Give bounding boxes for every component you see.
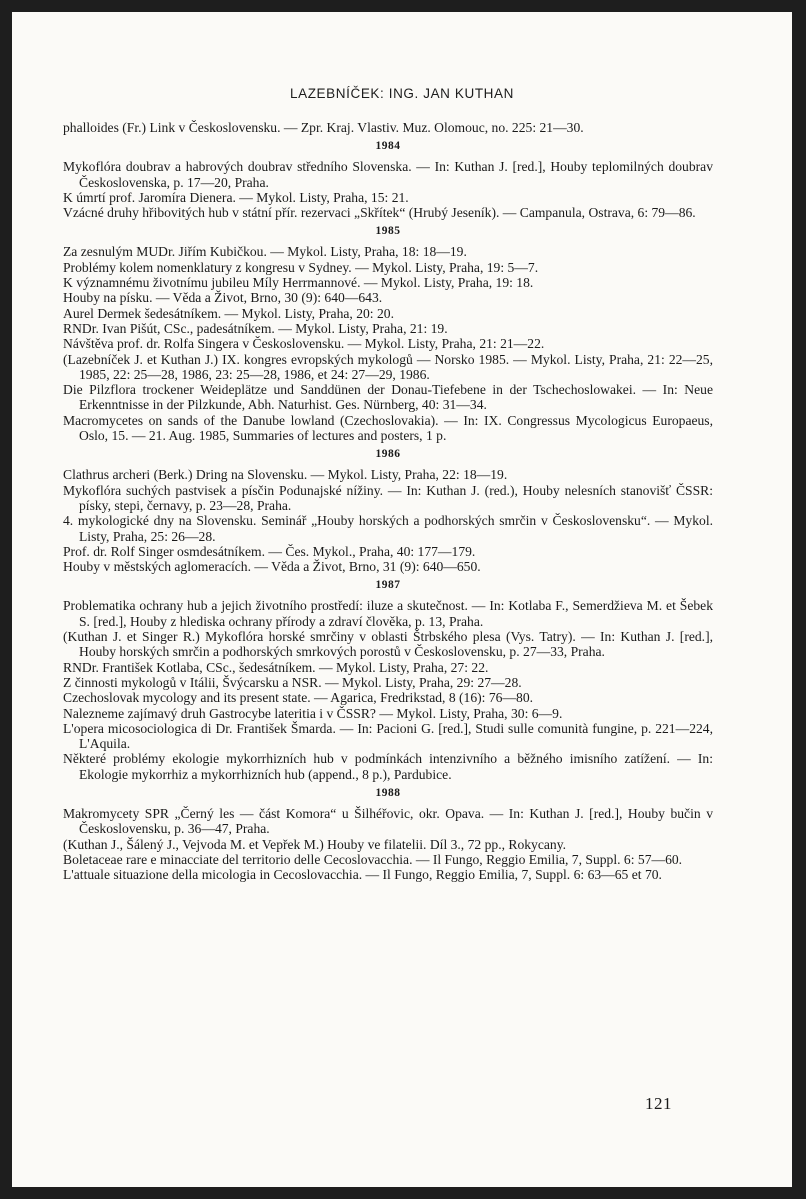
bibliography-entry: Za zesnulým MUDr. Jiřím Kubičkou. — Mykol. Listy, Praha, 18: 18—19.	[63, 244, 467, 260]
document-page	[12, 12, 792, 1187]
bibliography-entry: L'attuale situazione della micologia in Cecoslovacchia. — Il Fungo, Reggio Emilia, 7, Suppl. 6: 63—65 et 70.	[63, 867, 662, 883]
bibliography-entry: Makromycety SPR „Černý les — část Komora“ u Šilhéřovic, okr. Opava. — In: Kuthan J. [red.], Houby bučin v Československu, p. 36—47, Praha.	[63, 805, 713, 837]
year-heading: 1986	[375, 448, 401, 461]
bibliography-entry: (Kuthan J. et Singer R.) Mykoflóra horské smrčiny v oblasti Štrbského plesa (Vys. Tatry). — In: Kuthan J. [red.], Houby horských smrčin a podhorských smrkových porostů v Československu, p. 27—33, Praha.	[63, 629, 713, 660]
bibliography-entry: Mykoflóra doubrav a habrových doubrav středního Slovenska. — In: Kuthan J. [red.], Houby teplomilných doubrav Československa, p. 17—20, Praha.	[63, 159, 713, 190]
bibliography-entry: (Lazebníček J. et Kuthan J.) IX. kongres evropských mykologů — Norsko 1985. — Mykol. Listy, Praha, 21: 22—25, 1985, 22: 25—28, 1986, 23: 25—28, 1986, et 24: 27—29, 1986.	[63, 351, 713, 382]
bibliography-entry: Některé problémy ekologie mykorrhizních hub v podmínkách intenzivního a běžného imisního zatížení. — In: Ekologie mykorrhiz a mykorrhizních hub (append., 8 p.), Pardubice.	[63, 751, 713, 782]
bibliography-entry: Návštěva prof. dr. Rolfa Singera v Československu. — Mykol. Listy, Praha, 21: 21—22.	[63, 336, 545, 352]
year-heading: 1984	[375, 140, 401, 153]
bibliography-entry: Czechoslovak mycology and its present state. — Agarica, Fredrikstad, 8 (16): 76—80.	[63, 690, 534, 706]
bibliography-entry: Z činnosti mykologů v Itálii, Švýcarsku a NSR. — Mykol. Listy, Praha, 29: 27—28.	[63, 674, 522, 690]
bibliography-entry: Boletaceae rare e minacciate del territorio delle Cecoslovacchia. — Il Fungo, Reggio Emilia, 7, Suppl. 6: 57—60.	[63, 851, 683, 867]
bibliography-content	[63, 120, 713, 882]
bibliography-entry: Die Pilzflora trockener Weideplätze und Sanddünen der Donau-Tiefebene in der Tschechoslowakei. — In: Neue Erkenntnisse in der Pilzkunde, Abh. Naturhist. Ges. Nürnberg, 40: 31—34.	[63, 382, 713, 413]
bibliography-entry: K úmrtí prof. Jaromíra Dienera. — Mykol. Listy, Praha, 15: 21.	[63, 189, 409, 205]
bibliography-entry: RNDr. František Kotlaba, CSc., šedesátníkem. — Mykol. Listy, Praha, 27: 22.	[63, 659, 489, 675]
bibliography-entry: phalloides (Fr.) Link v Československu. — Zpr. Kraj. Vlastiv. Muz. Olomouc, no. 225: 21—30.	[63, 120, 584, 135]
page-number: 121	[645, 1094, 672, 1113]
bibliography-entry: 4. mykologické dny na Slovensku. Seminář „Houby horských a podhorských smrčin v Československu“. — Mykol. Listy, Praha, 25: 26—28.	[63, 513, 713, 544]
bibliography-entry: Mykoflóra suchých pastvisek a písčin Podunajské nížiny. — In: Kuthan J. (red.), Houby nelesních stanovišť ČSSR: písky, stepi, černavy, p. 23—28, Praha.	[63, 482, 713, 513]
running-header: LAZEBNÍČEK: ING. JAN KUTHAN	[290, 86, 514, 101]
year-heading: 1985	[375, 225, 401, 238]
bibliography-entry: Aurel Dermek šedesátníkem. — Mykol. Listy, Praha, 20: 20.	[63, 305, 394, 321]
bibliography-entry: (Kuthan J., Šálený J., Vejvoda M. et Vepřek M.) Houby ve filatelii. Díl 3., 72 pp., Rokycany.	[63, 836, 567, 852]
bibliography-entry: K významnému životnímu jubileu Míly Herrmannové. — Mykol. Listy, Praha, 19: 18.	[63, 275, 534, 291]
bibliography-entry: RNDr. Ivan Pišút, CSc., padesátníkem. — Mykol. Listy, Praha, 21: 19.	[63, 320, 448, 336]
bibliography-entry: Clathrus archeri (Berk.) Dring na Slovensku. — Mykol. Listy, Praha, 22: 18—19.	[63, 467, 508, 483]
bibliography-entry: Vzácné druhy hřibovitých hub v státní přír. rezervaci „Skřítek“ (Hrubý Jeseník). — Campanula, Ostrava, 6: 79—86.	[63, 205, 696, 221]
bibliography-entry: Problémy kolem nomenklatury z kongresu v Sydney. — Mykol. Listy, Praha, 19: 5—7.	[63, 259, 539, 275]
bibliography-entry: Macromycetes on sands of the Danube lowland (Czechoslovakia). — In: IX. Congressus Mycologicus Europaeus, Oslo, 15. — 21. Aug. 1985, Summaries of lectures and posters, 1 p.	[63, 412, 713, 444]
year-heading: 1987	[375, 579, 401, 592]
bibliography-entry: Prof. dr. Rolf Singer osmdesátníkem. — Čes. Mykol., Praha, 40: 177—179.	[63, 543, 476, 559]
year-heading: 1988	[375, 786, 401, 799]
bibliography-entry: L'opera micosociologica di Dr. František Šmarda. — In: Pacioni G. [red.], Studi sulle comunità fungine, p. 221—224, L'Aquila.	[63, 720, 713, 752]
bibliography-entry: Nalezneme zajímavý druh Gastrocybe lateritia i v ČSSR? — Mykol. Listy, Praha, 30: 6—9.	[63, 705, 563, 721]
bibliography-entry: Problematika ochrany hub a jejich životního prostředí: iluze a skutečnost. — In: Kotlaba F., Semerdžieva M. et Šebek S. [red.], Houby z hlediska ochrany přírody a zdraví člověka, p. 13, Praha.	[63, 598, 713, 629]
bibliography-entry: Houby v městských aglomeracích. — Věda a Život, Brno, 31 (9): 640—650.	[63, 559, 481, 575]
bibliography-entry: Houby na písku. — Věda a Život, Brno, 30 (9): 640—643.	[63, 290, 383, 306]
